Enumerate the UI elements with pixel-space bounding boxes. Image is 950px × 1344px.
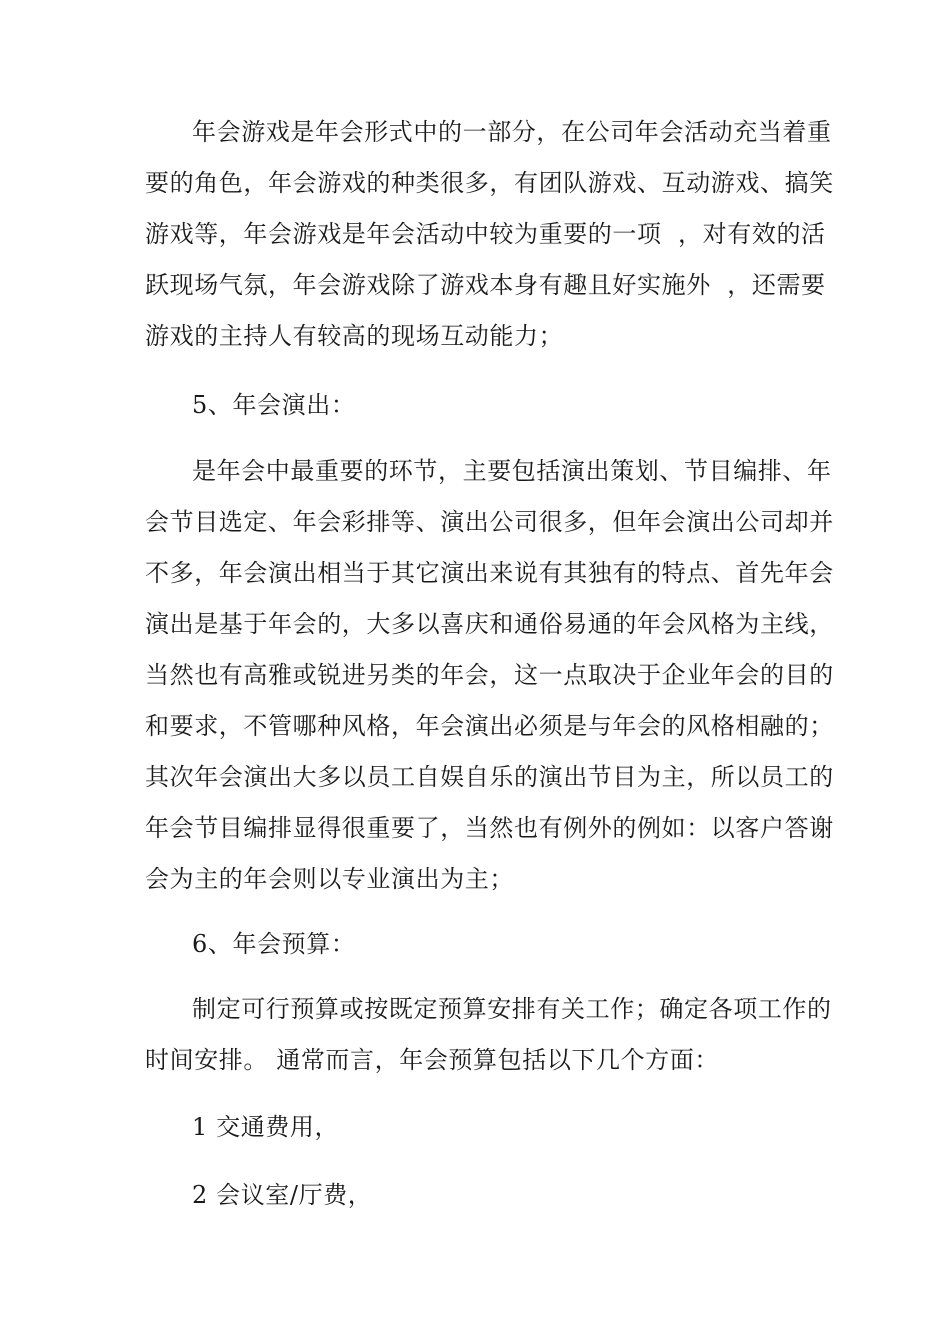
paragraph-line: 是年会中最重要的环节，主要包括演出策划、节目编排、年: [192, 457, 832, 485]
paragraph-line: 跃现场气氛，年会游戏除了游戏本身有趣且好实施外 ，还需要: [145, 271, 826, 299]
paragraph-line: 其次年会演出大多以员工自娱自乐的演出节目为主，所以员工的: [145, 763, 834, 791]
paragraph-line: 会节目选定、年会彩排等、演出公司很多，但年会演出公司却并: [145, 508, 834, 536]
paragraph-line: 年会节目编排显得很重要了，当然也有例外的例如：以客户答谢: [145, 814, 834, 842]
paragraph-line: 当然也有高雅或锐进另类的年会，这一点取决于企业年会的目的: [145, 661, 834, 689]
paragraph-line: 会为主的年会则以专业演出为主；: [145, 865, 514, 893]
paragraph-line: 制定可行预算或按既定预算安排有关工作；确定各项工作的: [192, 995, 832, 1023]
paragraph-line: 不多，年会演出相当于其它演出来说有其独有的特点、首先年会: [145, 559, 834, 587]
paragraph-line: 游戏等，年会游戏是年会活动中较为重要的一项 ，对有效的活: [145, 220, 826, 248]
section-heading: 6、年会预算：: [192, 930, 356, 958]
paragraph-line: 年会游戏是年会形式中的一部分，在公司年会活动充当着重: [192, 118, 832, 146]
paragraph-line: 和要求，不管哪种风格，年会演出必须是与年会的风格相融的；: [145, 712, 834, 740]
paragraph-line: 时间安排。 通常而言，年会预算包括以下几个方面：: [145, 1046, 720, 1074]
list-item: 2 会议室/厅费，: [192, 1181, 373, 1209]
section-heading: 5、年会演出：: [192, 391, 356, 419]
paragraph-line: 要的角色，年会游戏的种类很多，有团队游戏、互动游戏、搞笑: [145, 169, 834, 197]
paragraph-line: 演出是基于年会的，大多以喜庆和通俗易通的年会风格为主线，: [145, 610, 834, 638]
paragraph-line: 游戏的主持人有较高的现场互动能力；: [145, 322, 564, 350]
list-item: 1 交通费用，: [192, 1113, 340, 1141]
